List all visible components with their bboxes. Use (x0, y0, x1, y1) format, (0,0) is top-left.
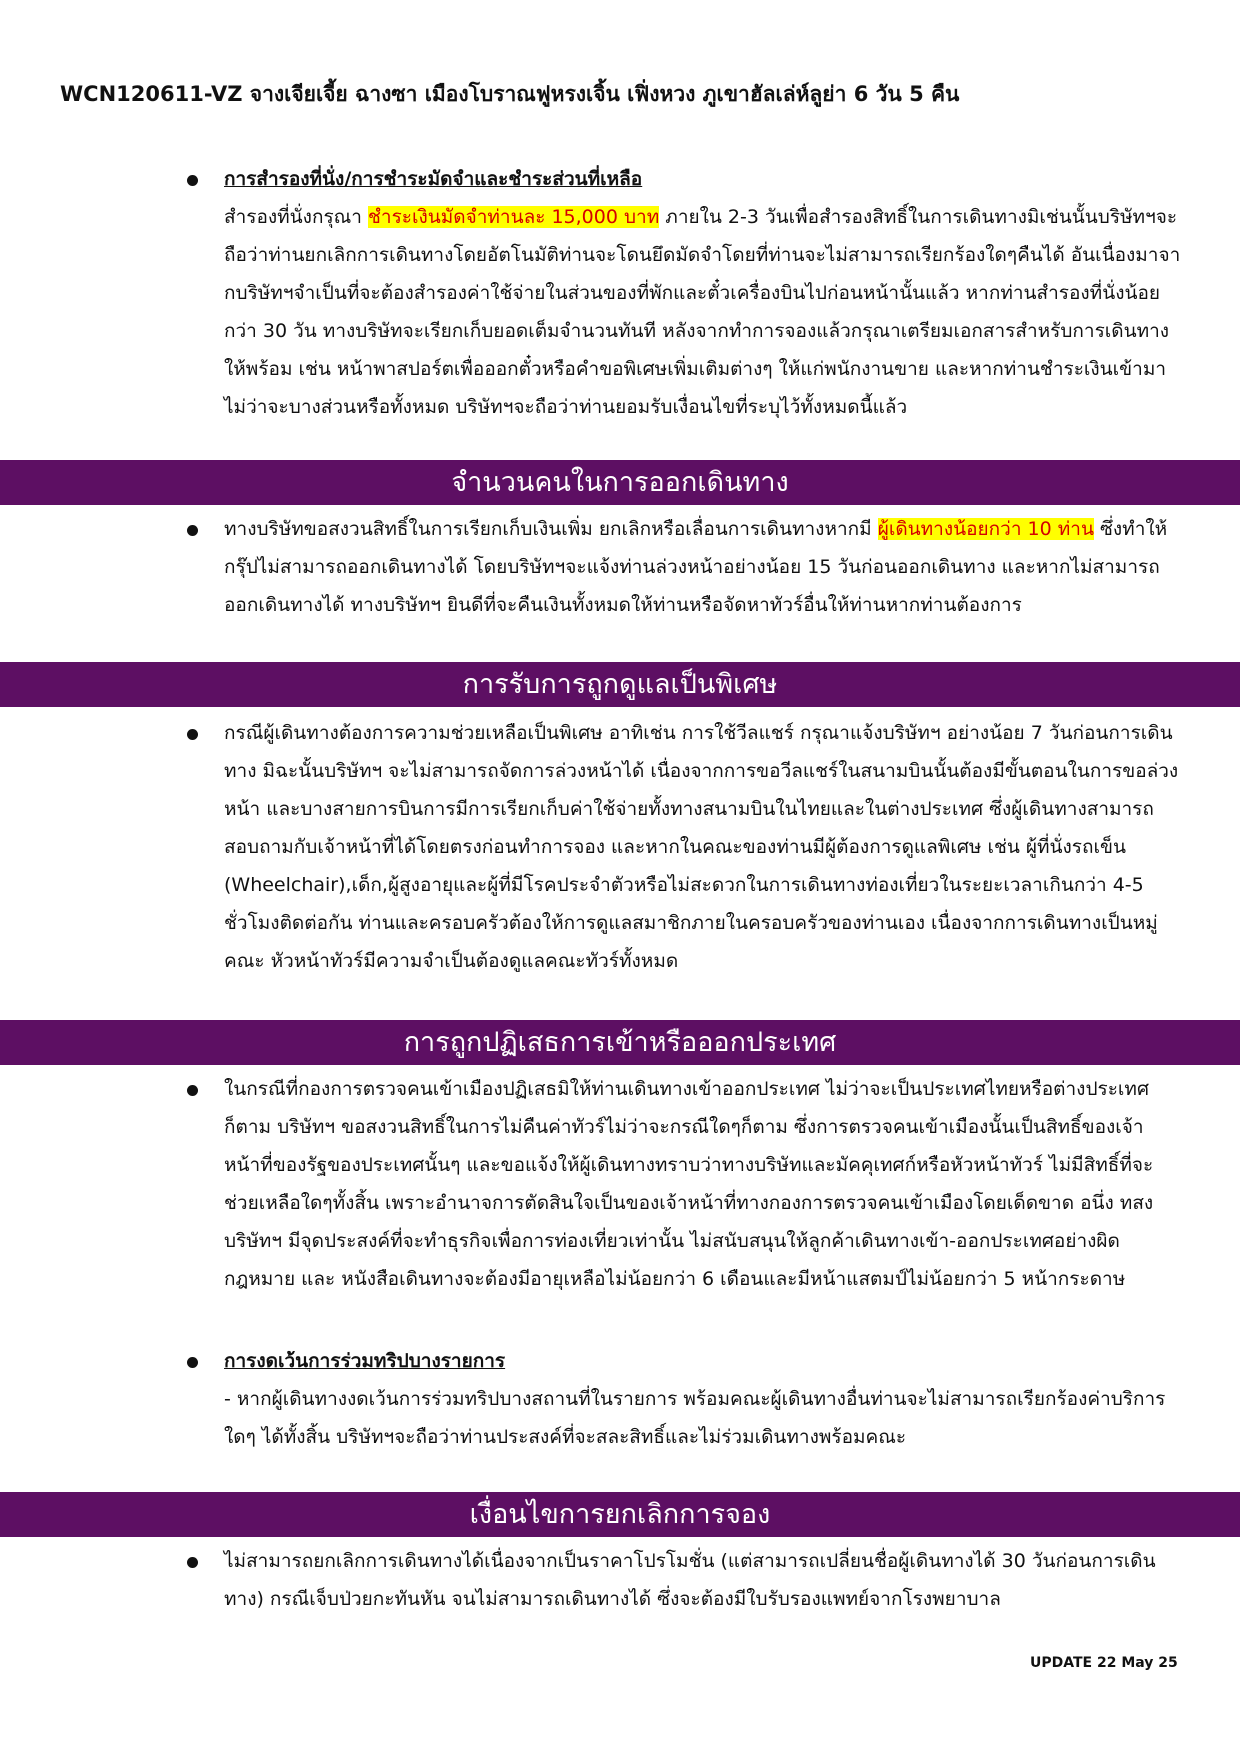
skip-trip-text: - หากผู้เดินทางงดเว้นการร่วมทริปบางสถานที่ในรายการ พร้อมคณะผู้เดินทางอื่นท่านจะไม่สามารถเรียกร้องค่าบริการใดๆ ได้ทั้งสิ้น บริษัทฯจะถือว่าท่านประสงค์ที่จะสละสิทธิ์และไม่ร่วมเดินทางพร้อมคณะ (224, 1388, 1166, 1448)
skip-trip-item (224, 1342, 1184, 1456)
bullet-icon (187, 525, 198, 536)
group-size-item (224, 510, 1184, 624)
booking-heading: การสำรองที่นั่ง/การชำระมัดจำและชำระส่วนที่เหลือ (224, 168, 643, 190)
section-header-cancellation: เงื่อนไขการยกเลิกการจอง (0, 1492, 1240, 1537)
special-care-item (224, 714, 1184, 980)
section-header-special-care: การรับการถูกดูแลเป็นพิเศษ (0, 662, 1240, 707)
special-care-text: กรณีผู้เดินทางต้องการความช่วยเหลือเป็นพิเศษ อาทิเช่น การใช้วีลแชร์ กรุณาแจ้งบริษัทฯ อย่างน้อย 7 วันก่อนการเดินทาง มิฉะนั้นบริษัทฯ จะไม่สามารถจัดการล่วงหน้าได้ เนื่องจากการขอวีลแชร์ในสนามบินนั้นต้องมีขั้นตอนในการขอล่วงหน้า และบางสายการบินการมีการเรียกเก็บค่าใช้จ่ายทั้งทางสนามบินในไทยและในต่างประเทศ ซึ่งผู้เดินทางสามารถสอบถามกับเจ้าหน้าที่ได้โดยตรงก่อนทำการจอง และหากในคณะของท่านมีผู้ต้องการดูแลพิเศษ เช่น ผู้ที่นั่งรถเข็น (Wheelchair),เด็ก,ผู้สูงอายุและผู้ที่มีโรคประจำตัวหรือไม่สะดวกในการเดินทางท่องเที่ยวในระยะเวลาเกินกว่า 4-5 ชั่วโมงติดต่อกัน ท่านและครอบครัวต้องให้การดูแลสมาชิกภายในครอบครัวของท่านเอง เนื่องจากการเดินทางเป็นหมู่คณะ หัวหน้าทัวร์มีความจำเป็นต้องดูแลคณะทัวร์ทั้งหมด (224, 722, 1179, 972)
cancellation-item (224, 1542, 1184, 1618)
page-title: WCN120611-VZ จางเจียเจี้ย ฉางซา เมืองโบราณฟูหรงเจิ้น เฟิ่งหวง ภูเขาฮัลเล่ห์ลูย่า 6 วัน 5 คืน (60, 82, 960, 106)
skip-trip-heading: การงดเว้นการร่วมทริปบางรายการ (224, 1350, 506, 1372)
group-size-text-pre: ทางบริษัทขอสงวนสิทธิ์ในการเรียกเก็บเงินเพิ่ม ยกเลิกหรือเลื่อนการเดินทางหากมี (224, 518, 878, 540)
update-date: UPDATE 22 May 25 (1030, 1655, 1178, 1671)
booking-text-pre: สำรองที่นั่งกรุณา (224, 206, 368, 228)
bullet-icon (187, 1357, 198, 1368)
bullet-icon (187, 1085, 198, 1096)
section-header-group-size: จำนวนคนในการออกเดินทาง (0, 460, 1240, 505)
entry-denial-item (224, 1070, 1184, 1298)
section-header-entry-denial: การถูกปฏิเสธการเข้าหรือออกประเทศ (0, 1020, 1240, 1065)
group-size-text-post: ซึ่งทำให้กรุ๊ปไม่สามารถออกเดินทางได้ โดยบริษัทฯจะแจ้งท่านล่วงหน้าอย่างน้อย 15 วันก่อนออกเดินทาง และหากไม่สามารถออกเดินทางได้ ทางบริษัทฯ ยินดีที่จะคืนเงินทั้งหมดให้ท่านหรือจัดหาทัวร์อื่นให้ท่านหากท่านต้องการ (224, 518, 1168, 616)
booking-text-post: ภายใน 2-3 วันเพื่อสำรองสิทธิ์ในการเดินทางมิเช่นนั้นบริษัทฯจะถือว่าท่านยกเลิกการเดินทางโดยอัตโนมัติท่านจะโดนยึดมัดจำโดยที่ท่านจะไม่สามารถเรียกร้องใดๆคืนได้ อันเนื่องมาจากบริษัทฯจำเป็นที่จะต้องสำรองค่าใช้จ่ายในส่วนของที่พักและตั๋วเครื่องบินไปก่อนหน้านั้นแล้ว หากท่านสำรองที่นั่งน้อยกว่า 30 วัน ทางบริษัทจะเรียกเก็บยอดเต็มจำนวนทันที หลังจากทำการจองแล้วกรุณาเตรียมเอกสารสำหรับการเดินทางให้พร้อม เช่น หน้าพาสปอร์ตเพื่อออกตั๋วหรือคำขอพิเศษเพิ่มเติมต่างๆ ให้แก่พนักงานขาย และหากท่านชำระเงินเข้ามาไม่ว่าจะบางส่วนหรือทั้งหมด บริษัทฯจะถือว่าท่านยอมรับเงื่อนไขที่ระบุไว้ทั้งหมดนี้แล้ว (224, 206, 1181, 418)
deposit-highlight: ชำระเงินมัดจำท่านละ 15,000 บาท (368, 206, 660, 228)
cancellation-text: ไม่สามารถยกเลิกการเดินทางได้เนื่องจากเป็นราคาโปรโมชั่น (แต่สามารถเปลี่ยนชื่อผู้เดินทางได้ 30 วันก่อนการเดินทาง) กรณีเจ็บป่วยกะทันหัน จนไม่สามารถเดินทางได้ ซึ่งจะต้องมีใบรับรองแพทย์จากโรงพยาบาล (224, 1550, 1156, 1610)
entry-denial-text: ในกรณีที่กองการตรวจคนเข้าเมืองปฏิเสธมิให้ท่านเดินทางเข้าออกประเทศ ไม่ว่าจะเป็นประเทศไทยหรือต่างประเทศก็ตาม บริษัทฯ ขอสงวนสิทธิ์ในการไม่คืนค่าทัวร์ไม่ว่าจะกรณีใดๆก็ตาม ซึ่งการตรวจคนเข้าเมืองนั้นเป็นสิทธิ์ของเจ้าหน้าที่ของรัฐของประเทศนั้นๆ และขอแจ้งให้ผู้เดินทางทราบว่าทางบริษัทและมัคคุเทศก์หรือหัวหน้าทัวร์ ไม่มีสิทธิ์ที่จะช่วยเหลือใดๆทั้งสิ้น เพราะอำนาจการตัดสินใจเป็นของเจ้าหน้าที่ทางกองการตรวจคนเข้าเมืองโดยเด็ดขาด อนึ่ง ทสงบริษัทฯ มีจุดประสงค์ที่จะทำธุรกิจเพื่อการท่องเที่ยวเท่านั้น ไม่สนับสนุนให้ลูกค้าเดินทางเข้า-ออกประเทศอย่างผิดกฎหมาย และ หนังสือเดินทางจะต้องมีอายุเหลือไม่น้อยกว่า 6 เดือนและมีหน้าแสตมป์ไม่น้อยกว่า 5 หน้ากระดาษ (224, 1078, 1154, 1290)
min-travelers-highlight: ผู้เดินทางน้อยกว่า 10 ท่าน (877, 518, 1094, 540)
bullet-icon (187, 175, 198, 186)
bullet-icon (187, 1557, 198, 1568)
bullet-icon (187, 729, 198, 740)
booking-item (224, 160, 1184, 426)
